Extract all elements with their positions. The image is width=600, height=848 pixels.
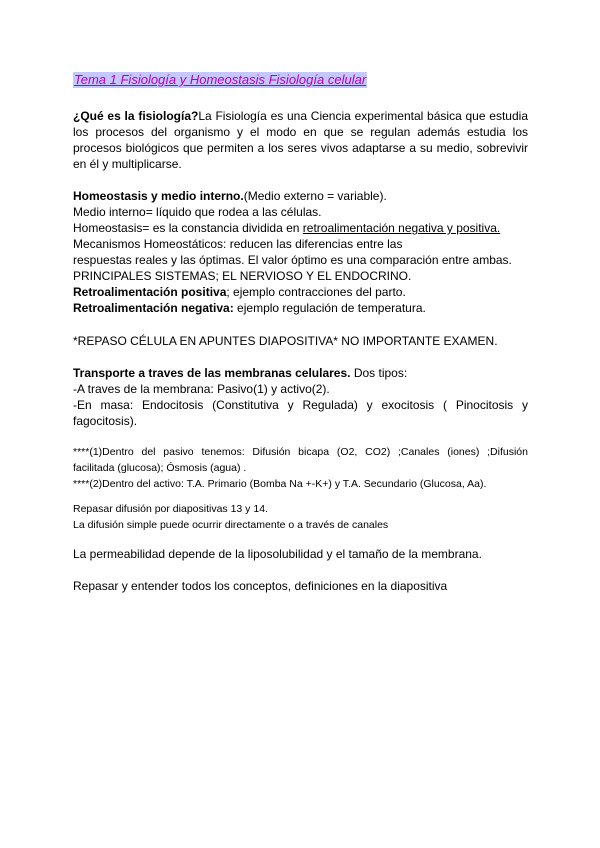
- retro-negativa-text: ejemplo regulación de temperatura.: [233, 301, 426, 315]
- transporte-line2: -En masa: Endocitosis (Constitutiva y Regulada) y exocitosis ( Pinocitosis y: [73, 398, 528, 412]
- repasar-line2: La difusión simple puede ocurrir directamente o a través de canales: [73, 519, 389, 531]
- retroalimentacion-link: retroalimentación negativa y positiva.: [302, 221, 501, 235]
- fisiologia-line4: en él y multiplicarse.: [73, 157, 182, 171]
- transporte-notes: [73, 444, 528, 492]
- fisiologia-line2: los procesos del organismo y el modo en que se regulan además estudia los: [73, 125, 528, 139]
- repaso-celula-note: *REPASO CÉLULA EN APUNTES DIAPOSITIVA* NO IMPORTANTE EXAMEN.: [73, 334, 498, 348]
- transporte-line3: fagocitosis).: [73, 414, 138, 428]
- retro-positiva-text: ; ejemplo contracciones del parto.: [226, 285, 406, 299]
- homeostasis-line4: respuestas reales y las óptimas. El valor óptimo es una comparación entre ambas.: [73, 253, 512, 267]
- homeostasis-heading: Homeostasis y medio interno.: [73, 189, 244, 203]
- fisiologia-line1: La Fisiología es una Ciencia experimental básica que estudia: [198, 109, 528, 123]
- homeostasis-line3: Mecanismos Homeostáticos: reducen las diferencias entre las: [73, 237, 403, 251]
- retro-negativa-label: Retroalimentación negativa:: [73, 301, 234, 315]
- final-note: Repasar y entender todos los conceptos, definiciones en la diapositiva: [73, 579, 448, 593]
- repasar-section: [73, 501, 528, 533]
- transporte-section: [73, 365, 528, 429]
- retro-positiva-label: Retroalimentación positiva: [73, 285, 227, 299]
- homeostasis-line5: PRINCIPALES SISTEMAS; EL NERVIOSO Y EL ENDOCRINO.: [73, 269, 412, 283]
- note-activo: ****(2)Dentro del activo: T.A. Primario (Bomba Na +-K+) y T.A. Secundario (Glucosa, Aa).: [73, 478, 487, 490]
- transporte-heading: Transporte a traves de las membranas celulares.: [73, 366, 351, 380]
- note-pasivo-line2: facilitada (glucosa); Ósmosis (agua) .: [73, 462, 247, 474]
- document-title: Tema 1 Fisiología y Homeostasis Fisiología celular: [74, 72, 367, 87]
- permeabilidad-note: La permeabilidad depende de la liposolubilidad y el tamaño de la membrana.: [73, 547, 482, 561]
- repasar-line1: Repasar difusión por diapositivas 13 y 14.: [73, 503, 268, 515]
- homeostasis-line1: Medio interno= líquido que rodea a las células.: [73, 205, 322, 219]
- homeostasis-heading-note: (Medio externo = variable).: [243, 189, 387, 203]
- homeostasis-section: [73, 188, 528, 316]
- fisiologia-section: [73, 108, 528, 172]
- transporte-line1: -A traves de la membrana: Pasivo(1) y activo(2).: [73, 382, 330, 396]
- fisiologia-line3: procesos biológicos que permiten a los seres vivos adaptarse a su medio, sobrevivir: [73, 141, 528, 155]
- fisiologia-question: ¿Qué es la fisiología?: [73, 109, 199, 123]
- homeostasis-line2: Homeostasis= es la constancia dividida en: [73, 221, 303, 235]
- note-pasivo-line1: ****(1)Dentro del pasivo tenemos: Difusión bicapa (O2, CO2) ;Canales (iones) ;Difusión: [73, 446, 528, 458]
- transporte-heading-note: Dos tipos:: [350, 366, 408, 380]
